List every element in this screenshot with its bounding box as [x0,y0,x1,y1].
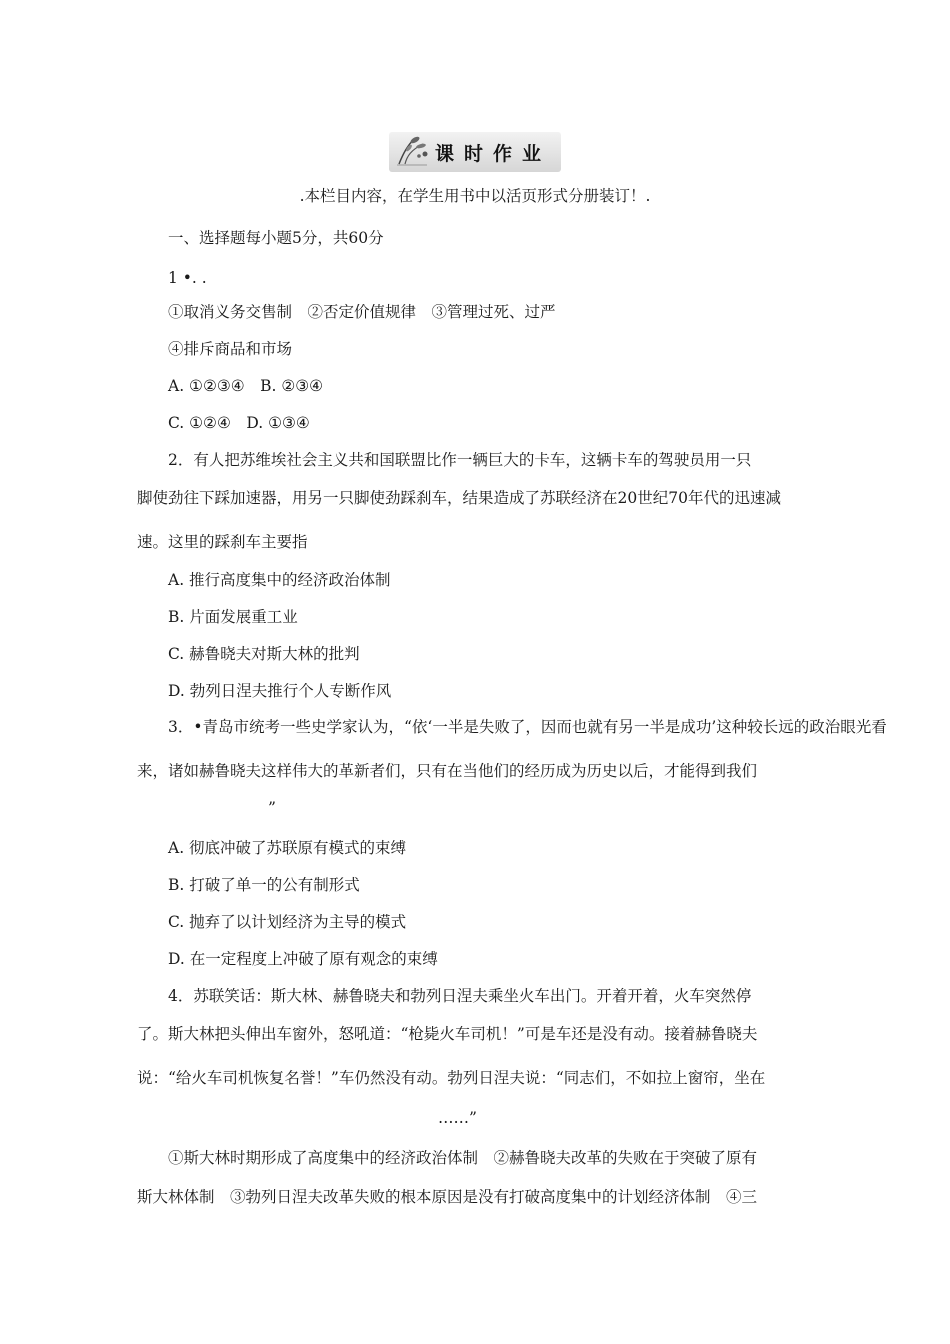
q3-stem-line3: ” [268,799,276,817]
q4-options-line1: ①斯大林时期形成了高度集中的经济政治体制 ②赫鲁晓夫改革的失败在于突破了原有 [168,1149,758,1167]
bamboo-flower-icon [393,134,431,170]
q3-option-a: A. 彻底冲破了苏联原有模式的束缚 [168,839,407,857]
header-badge [389,132,561,172]
q3-option-d: D. 在一定程度上冲破了原有观念的束缚 [168,950,438,968]
q2-stem-line3: 速。这里的踩刹车主要指 [137,533,308,551]
q4-stem-line2: 了。斯大林把头伸出车窗外，怒吼道：“枪毙火车司机！”可是车还是没有动。接着赫鲁晓夫 [137,1025,758,1043]
q1-stem: 1 •. . [168,269,207,287]
section-title: 一、选择题每小题5分，共60分 [168,229,384,247]
q1-options-line1: ①取消义务交售制 ②否定价值规律 ③管理过死、过严 [168,303,556,321]
q2-option-c: C. 赫鲁晓夫对斯大林的批判 [168,645,360,663]
q2-stem-line2: 脚使劲往下踩加速器，用另一只脚使劲踩刹车，结果造成了苏联经济在20世纪70年代的迅速减 [137,489,781,507]
q3-stem-line1: 3．•青岛市统考一些史学家认为，“依‘一半是失败了，因而也就有另一半是成功’这种较长远的政治眼光看 [168,718,887,736]
q4-options-line2: 斯大林体制 ③勃列日涅夫改革失败的根本原因是没有打破高度集中的计划经济体制 ④三 [137,1188,758,1206]
q1-choices-cd: C. ①②④ D. ①③④ [168,414,310,432]
q4-stem-line4: ……” [438,1109,477,1127]
q3-option-c: C. 抛弃了以计划经济为主导的模式 [168,913,407,931]
q2-option-d: D. 勃列日涅夫推行个人专断作风 [168,682,392,700]
q2-stem-line1: 2．有人把苏维埃社会主义共和国联盟比作一辆巨大的卡车，这辆卡车的驾驶员用一只 [168,451,752,469]
q2-option-b: B. 片面发展重工业 [168,608,298,626]
q1-options-line2: ④排斥商品和市场 [168,340,293,358]
page-header [0,132,950,172]
q3-option-b: B. 打破了单一的公有制形式 [168,876,360,894]
q4-stem-line1: 4．苏联笑话：斯大林、赫鲁晓夫和勃列日涅夫乘坐火车出门。开着开着，火车突然停 [168,987,752,1005]
page-title: 课时作业 [434,142,551,165]
q4-stem-line3: 说：“给火车司机恢复名誉！”车仍然没有动。勃列日涅夫说：“同志们，不如拉上窗帘，坐在 [137,1069,766,1087]
q2-option-a: A. 推行高度集中的经济政治体制 [168,571,391,589]
q1-choices-ab: A. ①②③④ B. ②③④ [168,377,324,395]
binding-note: .本栏目内容，在学生用书中以活页形式分册装订！. [299,187,651,205]
q3-stem-line2: 来，诸如赫鲁晓夫这样伟大的革新者们，只有在当他们的经历成为历史以后，才能得到我们 [137,762,758,780]
